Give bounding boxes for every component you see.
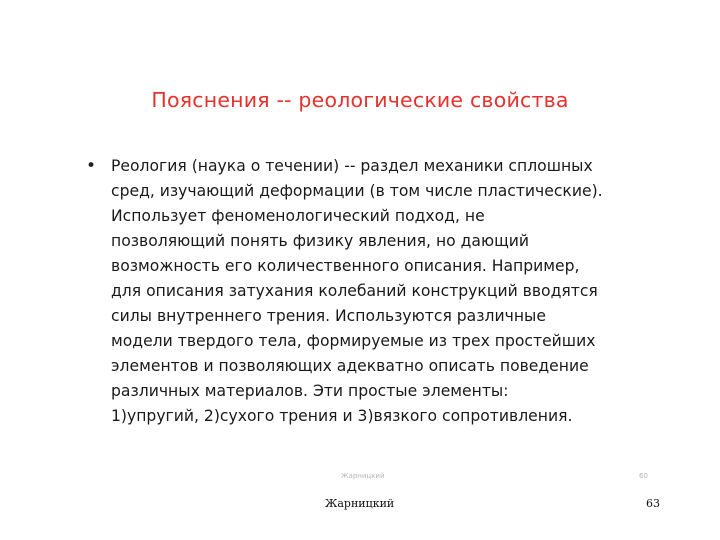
bullet-line: возможность его количественного описания. Например,	[111, 257, 580, 275]
bullet-line: сред, изучающий деформации (в том числе пластические).	[111, 182, 603, 200]
bullet-text	[111, 154, 676, 429]
bullet-line: 1)упругий, 2)сухого трения и 3)вязкого сопротивления.	[111, 407, 573, 425]
bullet-line: модели твердого тела, формируемые из трех простейших	[111, 332, 596, 350]
slide-title: Пояснения -- реологические свойства	[151, 88, 569, 112]
bullet-line: элементов и позволяющих адекватно описать поведение	[111, 357, 589, 375]
inner-footer-page-number: 60	[639, 472, 648, 480]
bullet-line: различных материалов. Эти простые элементы:	[111, 382, 509, 400]
bullet-line: для описания затухания колебаний конструкций вводятся	[111, 282, 598, 300]
footer-page-number: 63	[646, 497, 660, 510]
footer-author: Жарницкий	[325, 497, 395, 510]
bullet-line: силы внутреннего трения. Используются различные	[111, 307, 546, 325]
bullet-line: позволяющий понять физику явления, но дающий	[111, 232, 530, 250]
inner-footer-author: Жарницкий	[341, 472, 385, 480]
bullet-line: Реология (наука о течении) -- раздел механики сплошных	[111, 157, 593, 175]
bullet-dot-icon: •	[86, 156, 97, 176]
bullet-line: Использует феноменологический подход, не	[111, 207, 485, 225]
